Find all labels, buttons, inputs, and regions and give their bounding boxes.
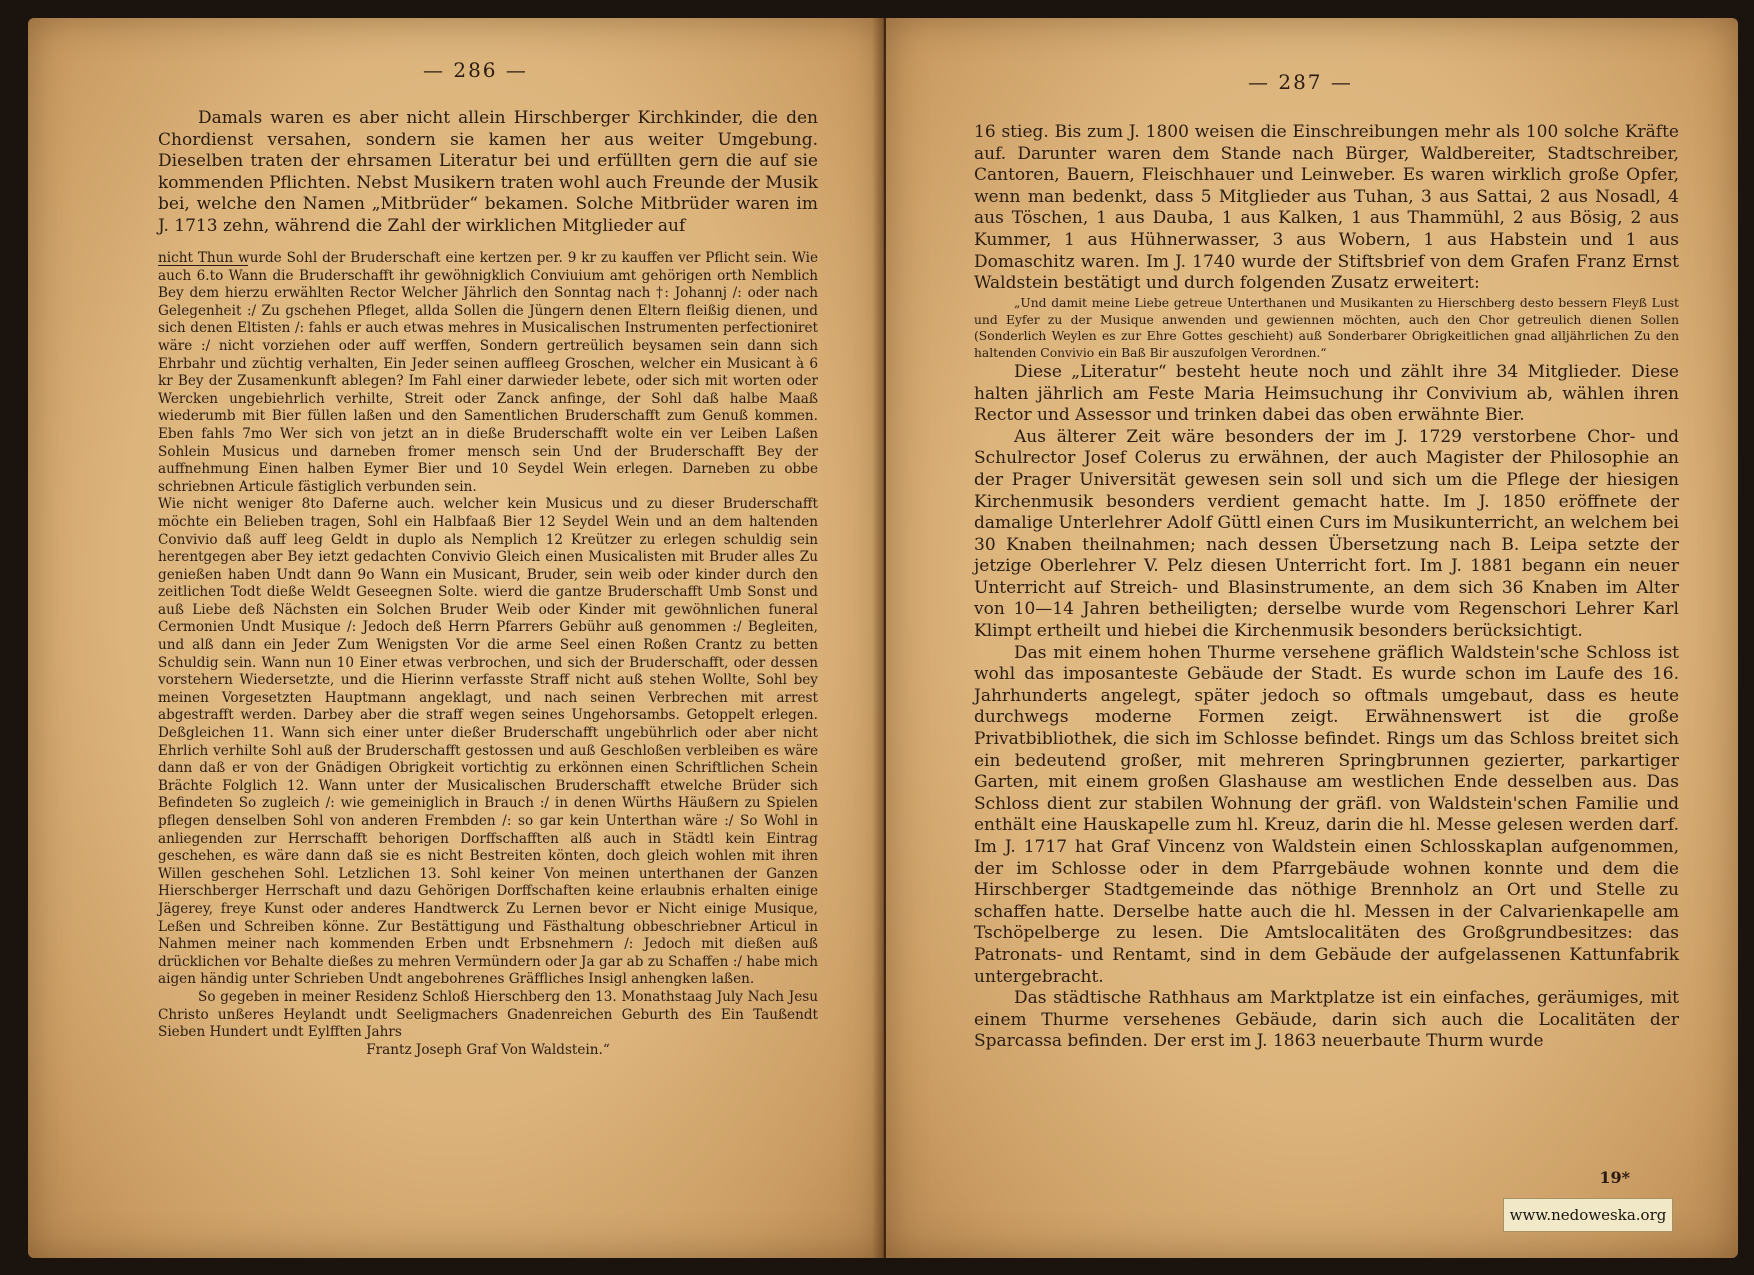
stiftsbrief-quote: „Und damit meine Liebe getreue Unterthanen und Musikanten zu Hierschberg desto bessern Fleyß Lust und Eyfer zu der Musique anwenden und gewiennen möchten, auch den Chor getreulich dienen Sollen (Sonderlich Weylen es zur Ehre Gottes geschieht) auß Sonderbarer Obrigkeitlichen gnad alljährlichen Zu den haltenden Convivio ein Baß Bir auszufolgen Verordnen.“: [974, 295, 1679, 361]
page-number-right: — 287 —: [1248, 70, 1353, 94]
right-paragraph-5: Das städtische Rathhaus am Marktplatze ist ein einfaches, geräumiges, mit einem Thurme versehenes Gebäude, darin sich auch die Localitäten der Sparcassa befinden. Der erst im J. 1863 neuerbaute Thurm wurde: [974, 988, 1679, 1052]
right-paragraph-2: Diese „Literatur“ besteht heute noch und zählt ihre 34 Mitglieder. Diese halten jährlich am Feste Maria Heimsuchung ihr Convivium ab, wählen ihren Rector und Assessor und trinken dabei das oben erwähnte Bier.: [974, 361, 1679, 426]
right-paragraph-3: Aus älterer Zeit wäre besonders der im J. 1729 verstorbene Chor- und Schulrector Josef Colerus zu erwähnen, der auch Magister der Philosophie an der Prager Universität gewesen sein soll und sich um die Pflege der hiesigen Kirchenmusik besonders verdient gemacht hatte. Im J. 1850 eröffnete der damalige Unterlehrer Adolf Güttl einen Curs im Musikunterricht, an welchem bei 30 Knaben theilnahmen; nach dessen Übersetzung nach B. Leipa setzte der jetzige Oberlehrer V. Pelz diesen Unterricht fort. Im J. 1881 begann ein neuer Unterricht auf Streich- und Blasinstrumente, an dem sich 36 Knaben im Alter von 10—14 Jahren betheiligten; derselbe wurde vom Regenschori Lehrer Karl Klimpt ertheilt und hiebei die Kirchenmusik besonders berücksichtigt.: [974, 426, 1679, 642]
footnote-signature: Frantz Joseph Graf Von Waldstein.“: [366, 1041, 610, 1058]
footnote-paragraph-2: Wie nicht weniger 8to Daferne auch. welcher kein Musicus und zu dieser Bruderschafft möchte ein Belieben tragen, Sohl ein Halbfaaß Bier 12 Seydel Wein und an dem haltenden Convivio daß auff leeg Geldt in duplo als Nemplich 12 Kreützer zu erlegen schuldig sein herentgegen aber Bey ietzt gedachten Convivio Gleich einen Musicalisten mit Bruder alles Zu genießen haben Undt dann 9o Wann ein Musicant, Bruder, sein weib oder kinder durch den zeitlichen Todt dieße Weldt Geseegnen Solte. wierd die gantze Bruderschafft Umb Sonst und auß Liebe deß Nächsten ein Solchen Bruder Weib oder Kinder mit gewöhnlichen funeral Cermonien Undt Musique /: Jedoch deß Herrn Pfarrers Gebühr auß genommen :/ Begleiten, und alß dann ein Jeder Zum Wenigsten Vor die arme Seel einen Roßen Crantz zu betten Schuldig sein. Wann nun 10 Einer etwas verbrochen, und sich der Bruderschafft, oder dessen vorstehern Wiedersetzte, und die Hierinn verfasste Straff nicht auß stehen Wollte, Sohl bey meinen Vorgesetzten Hauptmann angeklagt, und nach seinen Verbrechen mit arrest abgestrafft werden. Darbey aber die straff wegen seines Ungehorsambs. Getoppelt erlegen. Deßgleichen 11. Wann sich einer unter dießer Bruderschafft ungebührlich oder aber nicht Ehrlich verhilte Sohl auß der Bruderschafft gestossen und auß Geschloßen verbleiben es wäre dann daß er von der Gnädigen Obrigkeit vortichtig zu erkönnen einen Schriftlichen Schein Brächte Folglich 12. Wann unter der Musicalischen Bruderschafft etwelche Brüder sich Befindeten So zugleich /: wie gemeiniglich in Brauch :/ in denen Würths Häußern zu Spielen pflegen denselben Sohl von anderen Frembden /: so gar kein Unterthan wäre :/ So Wohl in anliegenden zur Herrschafft behorigen Dorffschafften alß auch in Städtl kein Eintrag geschehen, es wäre dann daß sie es nicht Bestreiten könten, doch gleich wohlen mit ihren Willen geschehen Sohl. Letzlichen 13. Sohl keiner Von meinen unterthanen der Ganzen Hierschberger Herrschaft und dazu Gehörigen Dorffschaften keine erlaubnis erhalten einige Jägerey, freye Kunst oder anderes Handtwerck Zu Lernen bevor er Nicht einige Musique, Leßen und Schreiben könne. Zur Bestättigung und Fästhaltung obbeschriebner Articul in Nahmen meiner nach kommenden Erben undt Erbsnehmern /: Jedoch mit dießen auß drücklichen vor Behalte dießes zu mehren Vermündern oder Ja gar ab zu Schaffen :/ habe mich aigen händig unter Schrieben Undt angebohrenes Gräffliches Insigl anhengken laßen.: [158, 496, 818, 988]
page-number-left: — 286 —: [423, 58, 528, 82]
left-page: [28, 18, 884, 1258]
right-paragraph-4: Das mit einem hohen Thurme versehene gräflich Waldstein'sche Schloss ist wohl das imposanteste Gebäude der Stadt. Es wurde schon im Laufe des 16. Jahrhunderts angelegt, später jedoch so oftmals umgebaut, dass es heute durchwegs moderne Formen zeigt. Erwähnenswert ist die große Privatbibliothek, die sich im Schlosse befindet. Rings um das Schloss breitet sich ein bedeutend großer, mit mehreren Springbrunnen gezierter, parkartiger Garten, mit einem großen Glashause am westlichen Ende desselben aus. Das Schloss dient zur stabilen Wohnung der gräfl. von Waldstein'schen Familie und enthält eine Hauskapelle zum hl. Kreuz, darin die hl. Messe gelesen werden darf. Im J. 1717 hat Graf Vincenz von Waldstein einen Schlosskaplan aufgenommen, der im Schlosse oder in dem Pfarrgebäude wohnen konnte und dem die Hirschberger Stadtgemeinde das nöthige Brennholz an Ort und Stelle zu schaffen hatte. Derselbe hatte auch die hl. Messen in der Calvarienkapelle am Tschöpelberge zu lesen. Die Amtslocalitäten des Großgrundbesitzes: das Patronats- und Rentamt, sind in dem Gebäude der aufgelassenen Kattunfabrik untergebracht.: [974, 642, 1679, 987]
signature-mark: 19*: [1599, 1168, 1630, 1187]
right-paragraph-1: 16 stieg. Bis zum J. 1800 weisen die Einschreibungen mehr als 100 solche Kräfte auf. Darunter waren dem Stande nach Bürger, Waldbereiter, Stadtschreiber, Cantoren, Bauern, Fleischhauer und Leinweber. Es waren wirklich große Opfer, wenn man bedenkt, dass 5 Mitglieder aus Tuhan, 3 aus Sattai, 2 aus Nosadl, 4 aus Töschen, 1 aus Dauba, 1 aus Kalken, 1 aus Thammühl, 2 aus Bösig, 2 aus Kummer, 1 aus Hühnerwasser, 3 aus Wobern, 1 aus Habstein und 1 aus Domaschitz waren. Im J. 1740 wurde der Stiftsbrief von dem Grafen Franz Ernst Waldstein bestätigt und durch folgenden Zusatz erweitert:: [974, 122, 1679, 294]
footnote-paragraph-1: nicht Thun wurde Sohl der Bruderschaft eine kertzen per. 9 kr zu kauffen ver Pflicht sein. Wie auch 6.to Wann die Bruderschafft ihr gewöhnigklich Conviuium amt gehörigen orth Nemblich Bey dem hierzu erwählten Rector Welcher Jährlich den Sonntag nach †: Johannj /: oder nach Gelegenheit :/ Zu gschehen Pfleget, allda Sollen die Jüngern denen Eltern fleißig dienen, und sich denen Eltisten /: fahls er auch etwas mehres in Musicalischen Instrumenten perfectioniret wäre :/ nicht vorziehen oder auff werffen, Sondern gertreülich beysamen sein dann sich Ehrbahr und züchtig verhalten, Ein Jeder seinen auffleeg Groschen, welcher ein Musicant à 6 kr Bey der Zusamenkunft ablegen? Im Fahl einer darwieder lebete, oder sich mit worten oder Wercken ungebiehrlich verhilte, Streit oder Zanck anfinge, der Sohl daß halbe Maaß wiederumb mit Bier füllen laßen und den Samentlichen Bruderschafft zum Genuß kommen. Eben fahls 7mo Wer sich von jetzt an in dieße Bruderschafft wolte ein ver Leiben Laßen Sohlein Musicus und darneben fromer mensch sein Und der Bruderschafft Bey der auffnehmung Einen halben Eymer Bier und 10 Seydel Wein erlegen. Darneben zu obbe schriebnen Articule fästiglich verbunden sein.: [158, 250, 818, 495]
right-text-block: [974, 122, 1679, 1053]
right-page: [886, 18, 1738, 1258]
website-watermark: www.nedoweska.org: [1503, 1198, 1673, 1232]
left-main-text-block: [158, 108, 818, 238]
footnote-block: [158, 250, 818, 1059]
left-main-paragraph: Damals waren es aber nicht allein Hirschberger Kirchkinder, die den Chordienst versahen, sondern sie kamen her aus weiter Umgebung. Dieselben traten der ehrsamen Literatur bei und erfüllten gern die auf sie kommenden Pflichten. Nebst Musikern traten wohl auch Freunde der Musik bei, welche den Namen „Mitbrüder“ bekamen. Solche Mitbrüder waren im J. 1713 zehn, während die Zahl der wirklichen Mitglieder auf: [158, 108, 818, 236]
footnote-paragraph-3: So gegeben in meiner Residenz Schloß Hierschberg den 13. Monathstaag July Nach Jesu Christo unßeres Heylandt undt Seeligmachers Gnadenreichen Geburth des Ein Taußendt Sieben Hundert undt Eylfften Jahrs: [158, 988, 818, 1041]
